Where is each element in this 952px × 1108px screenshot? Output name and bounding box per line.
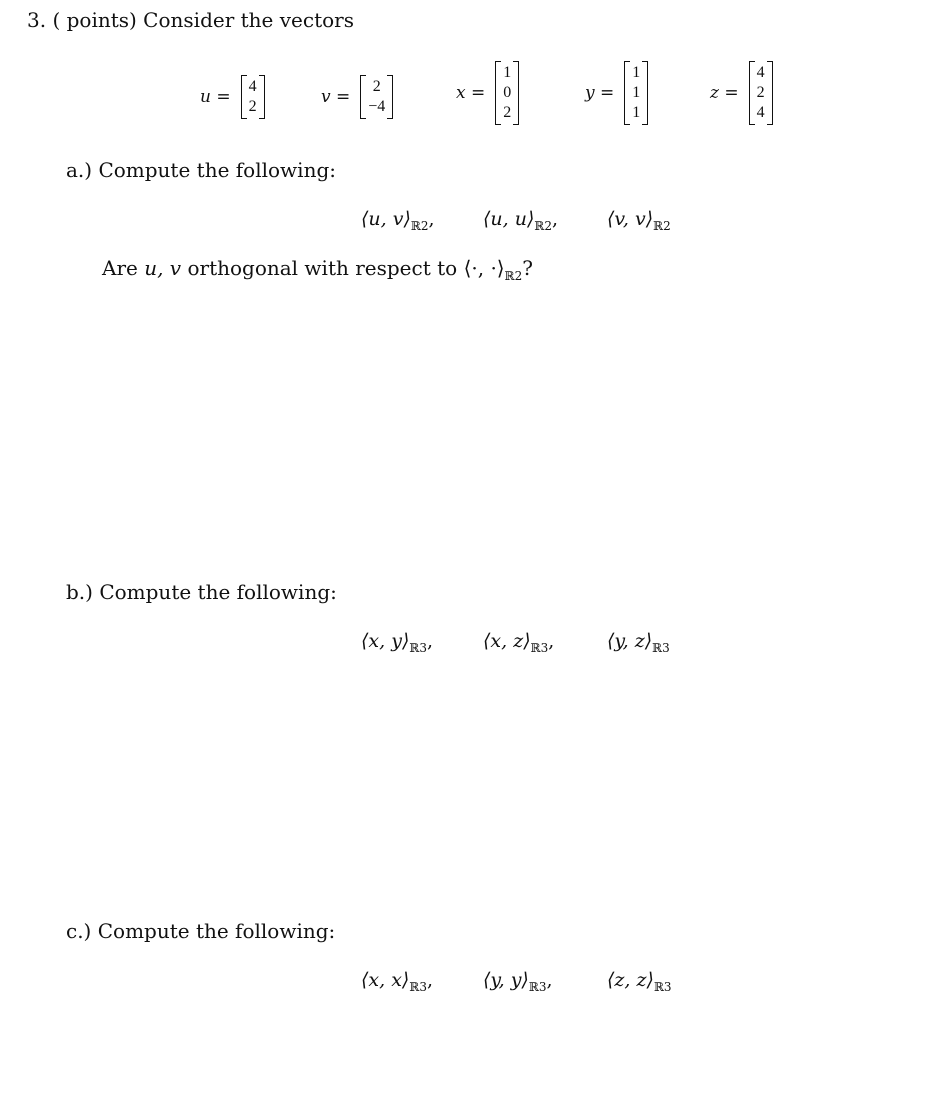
part-b-expr-1: ⟨x, $y⟩_{ℝ3}$, <box>361 630 434 655</box>
vector-u <box>200 75 265 119</box>
vector-v <box>321 75 393 119</box>
part-b-expr-2: ⟨x, $z⟩_{ℝ3}$, <box>483 630 555 655</box>
part-c-heading: c.) Compute the following: <box>66 919 336 943</box>
vector-z <box>710 61 773 125</box>
part-a-expr-3: ⟨v, $v⟩_{ℝ2}$ <box>607 208 671 233</box>
part-b-expr-3: ⟨y, $z⟩_{ℝ3}$ <box>607 630 670 655</box>
part-a-heading: a.) Compute the following: <box>66 158 336 182</box>
part-b-heading: b.) Compute the following: <box>66 580 337 604</box>
vector-z-label: z = <box>710 83 739 103</box>
vector-x <box>456 61 519 125</box>
part-c-expr-1: ⟨x, $x⟩_{ℝ3}$, <box>361 969 433 994</box>
part-c-expr-2: ⟨y, $y⟩_{ℝ3}$, <box>483 969 553 994</box>
part-a-question: Are u, v orthogonal with respect to ⟨·, $\cdot⟩_{ℝ2}$? <box>102 256 533 283</box>
part-c-expr-3: ⟨z, $z⟩_{ℝ3}$ <box>607 969 672 994</box>
vector-x-matrix: 1 0 2 <box>495 61 519 125</box>
vector-x-label: x = <box>456 83 486 103</box>
vector-v-matrix: 2 −4 <box>360 75 393 119</box>
vector-u-matrix: 4 2 <box>241 75 265 119</box>
vector-u-label: u = <box>200 87 231 107</box>
vector-v-label: v = <box>321 87 351 107</box>
vector-z-matrix: 4 2 4 <box>749 61 773 125</box>
part-a-expr-2: ⟨u, $u⟩_{ℝ2}$, <box>483 208 559 233</box>
problem-title: 3. ( points) Consider the vectors <box>27 8 354 32</box>
part-a-expr-1: ⟨u, $v⟩_{ℝ2}$, <box>361 208 435 233</box>
vector-y <box>585 61 648 125</box>
vector-y-matrix: 1 1 1 <box>624 61 648 125</box>
vector-y-label: y = <box>585 83 615 103</box>
